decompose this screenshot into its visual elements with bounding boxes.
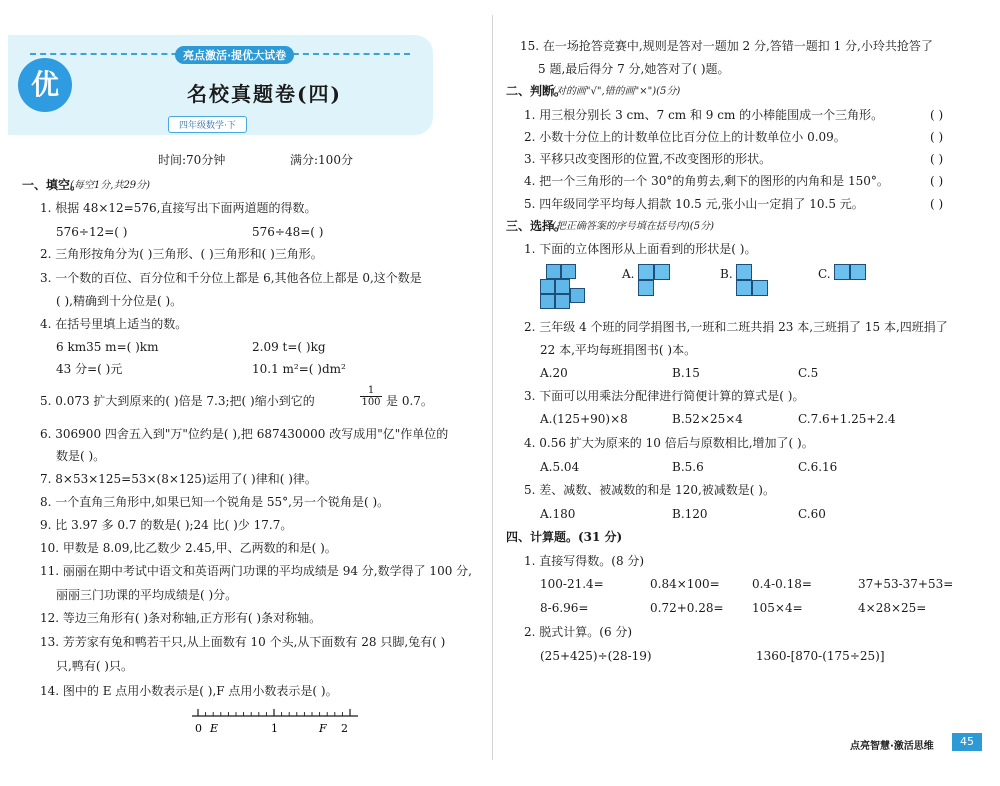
q12-text: 12. 等边三角形有( )条对称轴,正方形有( )条对称轴。	[40, 611, 322, 625]
calc-1-item: 0.84×100=	[650, 577, 720, 591]
calc-2-item: 1360-[870-(175÷25)]	[756, 649, 885, 663]
ruler-label-0: 0	[195, 722, 202, 735]
q6-text: 6. 306900 四舍五入到"万"位约是( ),把 687430000 改写成用"亿"作单位的	[40, 427, 449, 441]
q8-text: 8. 一个直角三角形中,如果已知一个锐角是 55°,另一个锐角是( )。	[40, 495, 390, 509]
choice-4-option-a: A.5.04	[540, 460, 580, 474]
option-b-shape	[736, 264, 772, 304]
exam-time: 时间:70分钟	[158, 153, 226, 167]
number-line-ticks	[198, 709, 350, 716]
square	[752, 280, 768, 296]
cube	[555, 294, 570, 309]
calc-1-item: 0.72+0.28=	[650, 601, 724, 615]
q4-part-d: 10.1 m²=( )dm²	[252, 362, 346, 376]
choice-3-option-c: C.7.6+1.25+2.4	[798, 412, 896, 426]
q9-text: 9. 比 3.97 多 0.7 的数是( );24 比( )少 17.7。	[40, 518, 293, 532]
calc-2-item: (25+425)÷(28-19)	[540, 649, 652, 663]
choice-3: 3. 下面可以用乘法分配律进行简便计算的算式是( )。	[524, 389, 805, 403]
exam-score: 满分:100分	[290, 153, 353, 167]
cube	[540, 294, 555, 309]
square	[834, 264, 850, 280]
ruler-label-f: F	[319, 722, 327, 735]
choice-2-option-b: B.15	[672, 366, 700, 380]
judge-5-paren: ( )	[930, 197, 944, 211]
judge-1-paren: ( )	[930, 108, 944, 122]
calc-1: 1. 直接写得数。(8 分)	[524, 554, 645, 568]
q13-text: 13. 芳芳家有兔和鸭若干只,从上面数有 10 个头,从下面数有 28 只脚,兔有( )	[40, 635, 446, 649]
judge-4-paren: ( )	[930, 174, 944, 188]
choice-3-option-b: B.52×25×4	[672, 412, 743, 426]
calc-1-item: 37+53-37+53=	[858, 577, 954, 591]
q5-fraction-numerator: 1	[367, 385, 375, 396]
q2-text: 2. 三角形按角分为( )三角形、( )三角形和( )三角形。	[40, 247, 323, 261]
choice-3-option-a: A.(125+90)×8	[540, 412, 628, 426]
q7-text: 7. 8×53×125=53×(8×125)运用了( )律和( )律。	[40, 472, 317, 486]
choice-4: 4. 0.56 扩大为原来的 10 倍后与原数相比,增加了( )。	[524, 436, 814, 450]
cube	[546, 264, 561, 279]
q1-part-b: 576÷48=( )	[252, 225, 324, 239]
section-1-title: 一、填空。	[22, 178, 83, 192]
tagline: 亮点激活·提优大试卷	[175, 46, 294, 64]
ruler-label-e: E	[210, 722, 219, 735]
judge-4: 4. 把一个三角形的一个 30°的角剪去,剩下的图形的内角和是 150°。	[524, 174, 889, 188]
square	[736, 264, 752, 280]
square	[850, 264, 866, 280]
cube	[570, 288, 585, 303]
calc-1-item: 8-6.96=	[540, 601, 589, 615]
calc-1-item: 0.4-0.18=	[752, 577, 812, 591]
square	[638, 264, 654, 280]
option-a-shape	[638, 264, 674, 300]
section-3-title: 三、选择。	[506, 219, 567, 233]
q4-part-a: 6 km35 m=( )km	[56, 340, 159, 354]
section-4-title: 四、计算题。(31 分)	[506, 530, 623, 544]
judge-2-paren: ( )	[930, 130, 944, 144]
calc-1-item: 100-21.4=	[540, 577, 604, 591]
q5-text-end: 是 0.7。	[386, 394, 433, 408]
choice-1-option-b: B.	[720, 267, 733, 281]
choice-4-option-c: C.6.16	[798, 460, 838, 474]
number-line	[190, 704, 365, 738]
footer-brand: 点亮智慧·激活思维	[850, 741, 934, 752]
q1-text: 1. 根据 48×12=576,直接写出下面两道题的得数。	[40, 201, 317, 215]
q4-text: 4. 在括号里填上适当的数。	[40, 317, 188, 331]
cube	[540, 279, 555, 294]
choice-2-option-a: A.20	[540, 366, 568, 380]
q1-part-a: 576÷12=( )	[56, 225, 128, 239]
q4-part-c: 43 分=( )元	[56, 362, 123, 376]
q14-text: 14. 图中的 E 点用小数表示是( ),F 点用小数表示是( )。	[40, 684, 338, 698]
cube	[561, 264, 576, 279]
calc-1-item: 105×4=	[752, 601, 803, 615]
column-divider	[492, 15, 493, 760]
cube-figure	[540, 264, 600, 309]
judge-2: 2. 小数十分位上的计数单位比百分位上的计数单位小 0.09。	[524, 130, 846, 144]
judge-1: 1. 用三根分别长 3 cm、7 cm 和 9 cm 的小棒能围成一个三角形。	[524, 108, 884, 122]
grade-label: 四年级数学·下	[168, 116, 247, 133]
calc-2: 2. 脱式计算。(6 分)	[524, 625, 633, 639]
square	[654, 264, 670, 280]
option-c-shape	[834, 264, 870, 284]
q13-text-cont: 只,鸭有( )只。	[56, 659, 133, 673]
choice-5: 5. 差、减数、被减数的和是 120,被减数是( )。	[524, 483, 775, 497]
judge-5: 5. 四年级同学平均每人捐款 10.5 元,张小山一定捐了 10.5 元。	[524, 197, 864, 211]
q3-text-cont: ( ),精确到十分位是( )。	[56, 294, 183, 308]
choice-5-option-c: C.60	[798, 507, 826, 521]
cube	[555, 279, 570, 294]
square	[638, 280, 654, 296]
q4-part-b: 2.09 t=( )kg	[252, 340, 326, 354]
q15-text-cont: 5 题,最后得分 7 分,她答对了( )题。	[538, 62, 730, 76]
q3-text: 3. 一个数的百位、百分位和千分位上都是 6,其他各位上都是 0,这个数是	[40, 271, 422, 285]
choice-5-option-b: B.120	[672, 507, 708, 521]
choice-2: 2. 三年级 4 个班的同学捐图书,一班和二班共捐 23 本,三班捐了 15 本,四班捐了	[524, 320, 948, 334]
section-3-hint: (把正确答案的序号填在括号内)(5分)	[552, 221, 714, 232]
judge-3: 3. 平移只改变图形的位置,不改变图形的形状。	[524, 152, 772, 166]
choice-2-cont: 22 本,平均每班捐图书( )本。	[540, 343, 697, 357]
q5-text: 5. 0.073 扩大到原来的( )倍是 7.3;把( )缩小到它的	[40, 394, 315, 408]
page-title: 名校真题卷(四)	[187, 82, 342, 106]
choice-2-option-c: C.5	[798, 366, 819, 380]
q5-fraction-denominator: 100	[361, 397, 381, 408]
q6-text-cont: 数是( )。	[56, 449, 106, 463]
choice-5-option-a: A.180	[540, 507, 576, 521]
choice-1: 1. 下面的立体图形从上面看到的形状是( )。	[524, 242, 757, 256]
q15-text: 15. 在一场抢答竞赛中,规则是答对一题加 2 分,答错一题扣 1 分,小玲共抢答了	[520, 39, 933, 53]
ruler-label-1: 1	[271, 722, 278, 735]
judge-3-paren: ( )	[930, 152, 944, 166]
section-2-title: 二、判断。	[506, 84, 567, 98]
section-2-hint: (对的画"√",错的画"×")(5分)	[552, 86, 681, 97]
q5-fraction	[360, 385, 382, 408]
calc-1-item: 4×28×25=	[858, 601, 927, 615]
excellent-badge: 优	[18, 58, 72, 112]
choice-4-option-b: B.5.6	[672, 460, 704, 474]
q11-text: 11. 丽丽在期中考试中语文和英语两门功课的平均成绩是 94 分,数学得了 100 分,	[40, 564, 472, 578]
section-1-hint: (每空1分,共29分)	[70, 180, 151, 191]
q11-text-cont: 丽丽三门功课的平均成绩是( )分。	[56, 588, 238, 602]
square	[736, 280, 752, 296]
choice-1-option-a: A.	[622, 267, 635, 281]
q10-text: 10. 甲数是 8.09,比乙数少 2.45,甲、乙两数的和是( )。	[40, 541, 337, 555]
ruler-label-2: 2	[341, 722, 348, 735]
page-number: 45	[952, 733, 982, 751]
choice-1-option-c: C.	[818, 267, 831, 281]
